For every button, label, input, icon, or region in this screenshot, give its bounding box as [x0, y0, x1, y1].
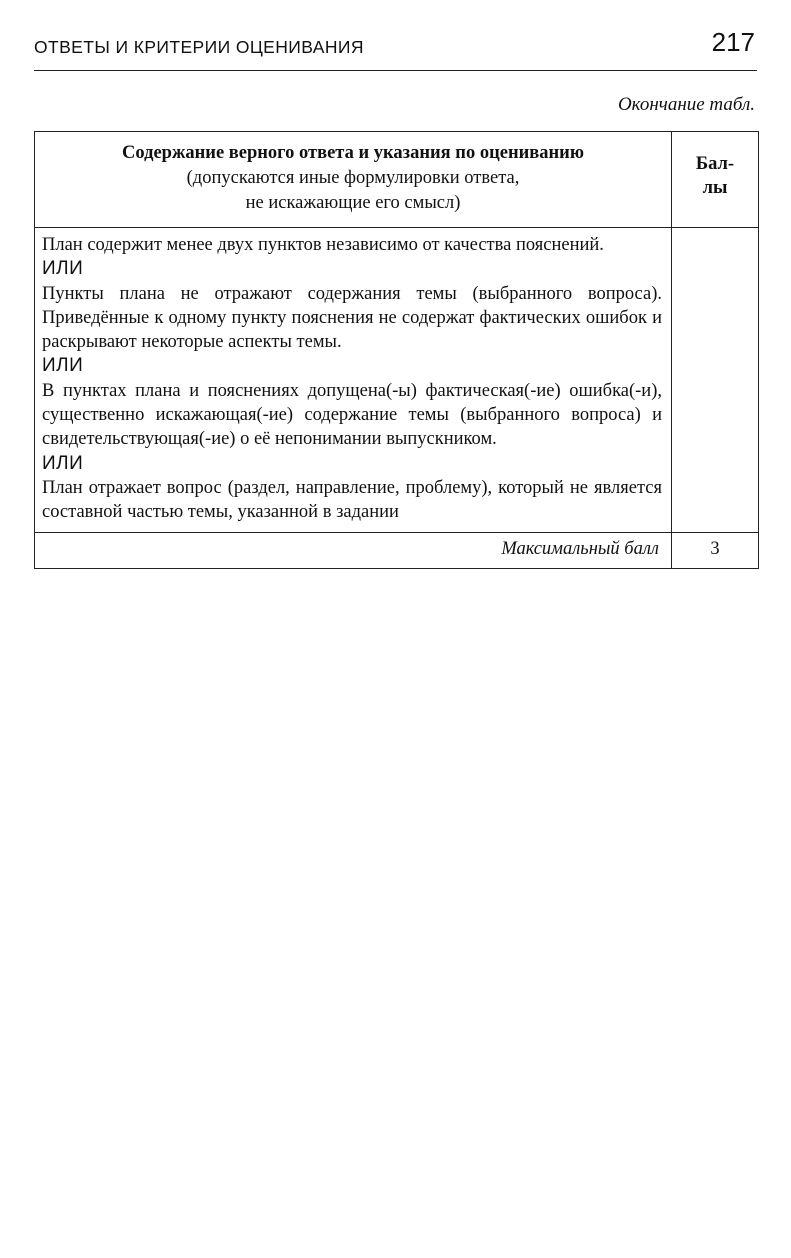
criteria-points-cell [672, 228, 759, 533]
header-main-note-line2: не искажающие его смысл) [245, 193, 461, 213]
criteria-paragraph: Пункты плана не отражают содержания темы (выбранного вопроса). Приведённые к одному пункту пояснения не содержат фактических ошибок и раскрывают некоторые аспекты темы. [42, 283, 662, 353]
header-cell-content [35, 132, 672, 228]
criteria-table [34, 131, 759, 569]
or-separator: ИЛИ [42, 452, 84, 474]
header-points-line1: Бал- [695, 154, 735, 174]
criteria-paragraph: В пунктах плана и пояснениях допущена(-ы) фактическая(-ие) ошибка(-и), существенно искажающая(-ие) содержание темы (выбранного вопроса) и свидетельствующая(-ие) о её непонимании выпускником. [42, 380, 662, 450]
or-separator: ИЛИ [42, 258, 84, 280]
running-title: ОТВЕТЫ И КРИТЕРИИ ОЦЕНИВАНИЯ [34, 37, 364, 57]
table-row [35, 228, 759, 533]
max-score-label: Максимальный балл [35, 532, 672, 568]
header-main-title: Содержание верного ответа и указания по оцениванию [122, 143, 584, 163]
or-separator: ИЛИ [42, 355, 84, 377]
table-continuation-label: Окончание табл. [617, 94, 755, 115]
criteria-text-cell [35, 228, 672, 533]
page-number: 217 [711, 27, 755, 57]
max-score-value: 3 [672, 532, 759, 568]
criteria-paragraph: План отражает вопрос (раздел, направление, проблему), который не является составной частью темы, указанной в задании [42, 477, 662, 523]
header-main-note-line1: (допускаются иные формулировки ответа, [186, 168, 520, 188]
criteria-paragraph: План содержит менее двух пунктов независимо от качества пояснений. [42, 235, 604, 255]
max-score-row [35, 532, 759, 568]
header-cell-points [672, 132, 759, 228]
table-header-row [35, 132, 759, 228]
header-points-line2: лы [702, 178, 728, 198]
running-header [34, 22, 757, 71]
